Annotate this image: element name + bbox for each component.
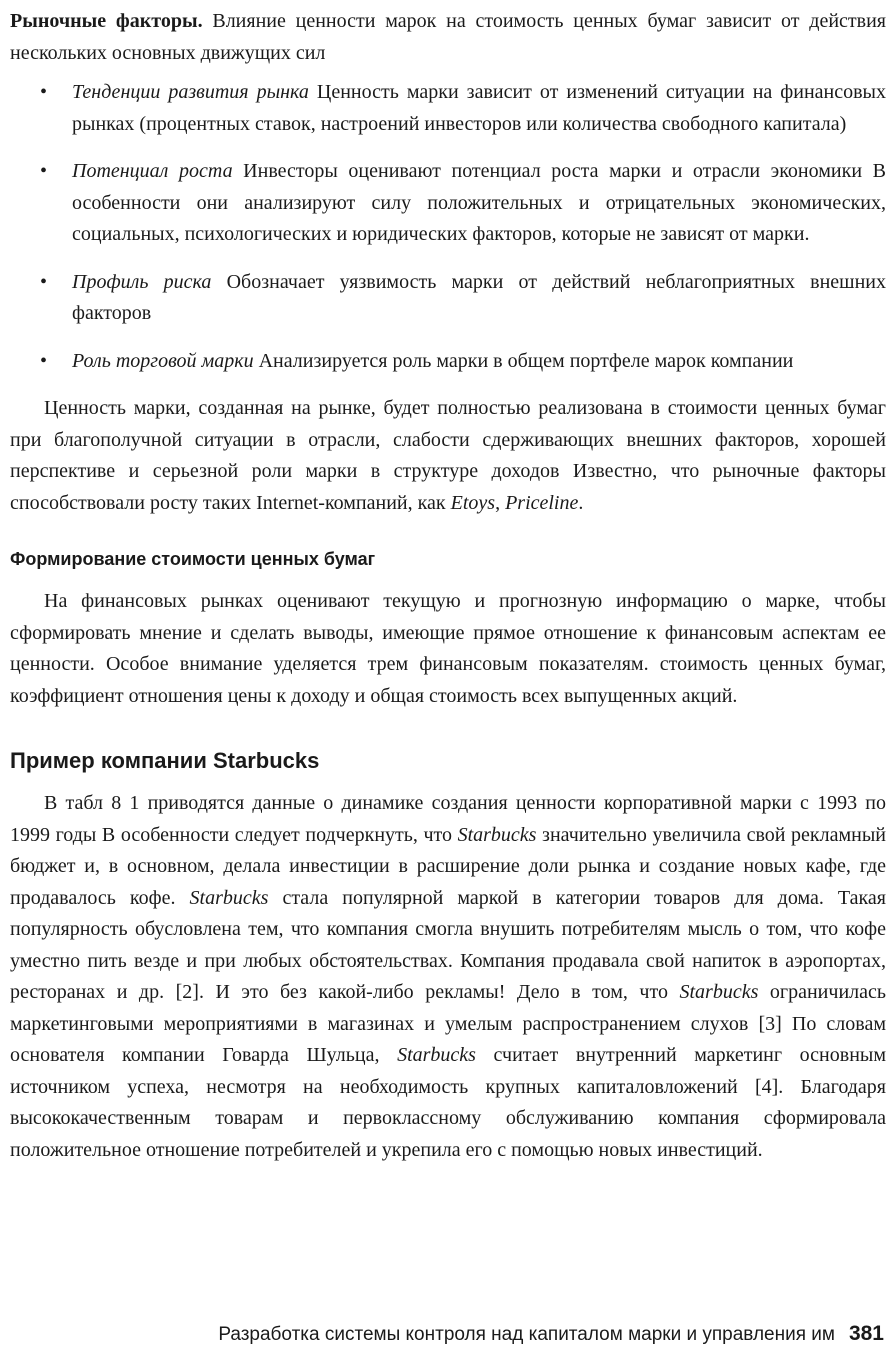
brand-name: Starbucks [457,823,537,846]
brand-name: Starbucks [679,981,759,1003]
market-factors-paragraph [10,6,886,69]
list-item [10,267,886,330]
list-item-term: Тенденции развития рынка [72,81,309,103]
starbucks-heading: Пример компании Starbucks [10,748,320,773]
market-factors-lead: Рыночные факторы. [10,10,203,32]
list-item-term: Потенциал роста [72,160,233,182]
starbucks-text-5: считает внутренний маркетинг основным источником успеха, несмотря на необходимость крупных капиталовложений [4]. Благодаря высококачественным товарам и первоклассному обслуживанию компания сформировала положительное отношение потребителей и укрепила его с помощью новых инвестиций. [10,1044,886,1161]
bullet-icon: • [40,160,48,182]
brand-name: Starbucks [189,886,269,909]
bullet-icon: • [40,81,48,103]
company-etoys: Etoys [450,491,496,514]
starbucks-text-2: значительно увеличила свой рекламный бюджет и, в основном, делала инвестиции в расширение доли рынка и создание новых кафе, где продавалось кофе. [10,823,886,909]
list-item-term: Профиль риска [72,270,212,293]
brand-name: Starbucks [397,1044,476,1066]
list-item-text: Анализируется роль марки в общем портфеле марок компании [253,349,794,372]
list-item-text: Обозначает уязвимость марки от действий неблагоприятных внешних факторов [72,270,886,324]
securities-heading: Формирование стоимости ценных бумаг [10,549,376,569]
running-title: Разработка системы контроля над капиталом марки и управления им [218,1324,835,1345]
starbucks-text-1: В табл 8 1 приводятся данные о динамике создания ценности корпоративной марки с 1993 по 1999 годы В особенности следует подчеркнуть, что [10,792,886,846]
bullet-icon: • [40,270,48,293]
page-number: 381 [848,1322,884,1345]
driving-forces-list [10,77,886,377]
starbucks-text-4: ограничилась маркетинговыми мероприятиями в магазинах и умелым распространением слухов [3] По словам основателя компании Говарда Шульца, [10,981,886,1066]
company-separator: , [495,491,506,514]
page-footer [218,1322,884,1346]
starbucks-paragraph [10,788,886,1166]
bullet-icon: • [40,349,48,372]
sentence-end: . [578,491,584,514]
securities-paragraph: На финансовых рынках оценивают текущую и прогнозную информацию о марке, чтобы сформировать мнение и сделать выводы, имеющие прямое отношение к финансовым аспектам ее ценности. Особое внимание уделяется трем финансовым показателям. стоимость ценных бумаг, коэффициент отношения цены к доходу и общая стоимость всех выпущенных акций. [10,590,886,707]
list-item [10,156,886,251]
book-page [10,6,886,1166]
realization-text: Ценность марки, созданная на рынке, будет полностью реализована в стоимости ценных бумаг при благополучной ситуации в отрасли, слабости сдерживающих внешних факторов, хорошей перспективе и серьезной роли марки в структуре доходов Известно, что рыночные факторы способствовали росту таких Internet-компаний, как [10,397,886,514]
list-item [10,346,886,378]
list-item-term: Роль торговой марки [72,349,254,372]
market-factors-text: Влияние ценности марок на стоимость ценных бумаг зависит от действия нескольких основных движущих сил [10,10,886,64]
list-item-text: Инвесторы оценивают потенциал роста марки и отрасли экономики В особенности они анализируют силу положительных и отрицательных экономических, социальных, психологических и юридических факторов, которые не зависят от марки. [72,160,886,245]
realization-paragraph [10,393,886,519]
company-priceline: Priceline [505,491,579,514]
list-item [10,77,886,140]
starbucks-text-3: стала популярной маркой в категории товаров для дома. Такая популярность обусловлена тем, что компания смогла внушить потребителям мысль о том, что кофе уместно пить везде и при любых обстоятельствах. Компания продавала свой напиток в аэропортах, ресторанах и др. [2]. И это без какой-либо рекламы! Дело в том, что [10,886,886,1003]
list-item-text: Ценность марки зависит от изменений ситуации на финансовых рынках (процентных ставок, настроений инвесторов или количества свободного капитала) [72,81,886,135]
